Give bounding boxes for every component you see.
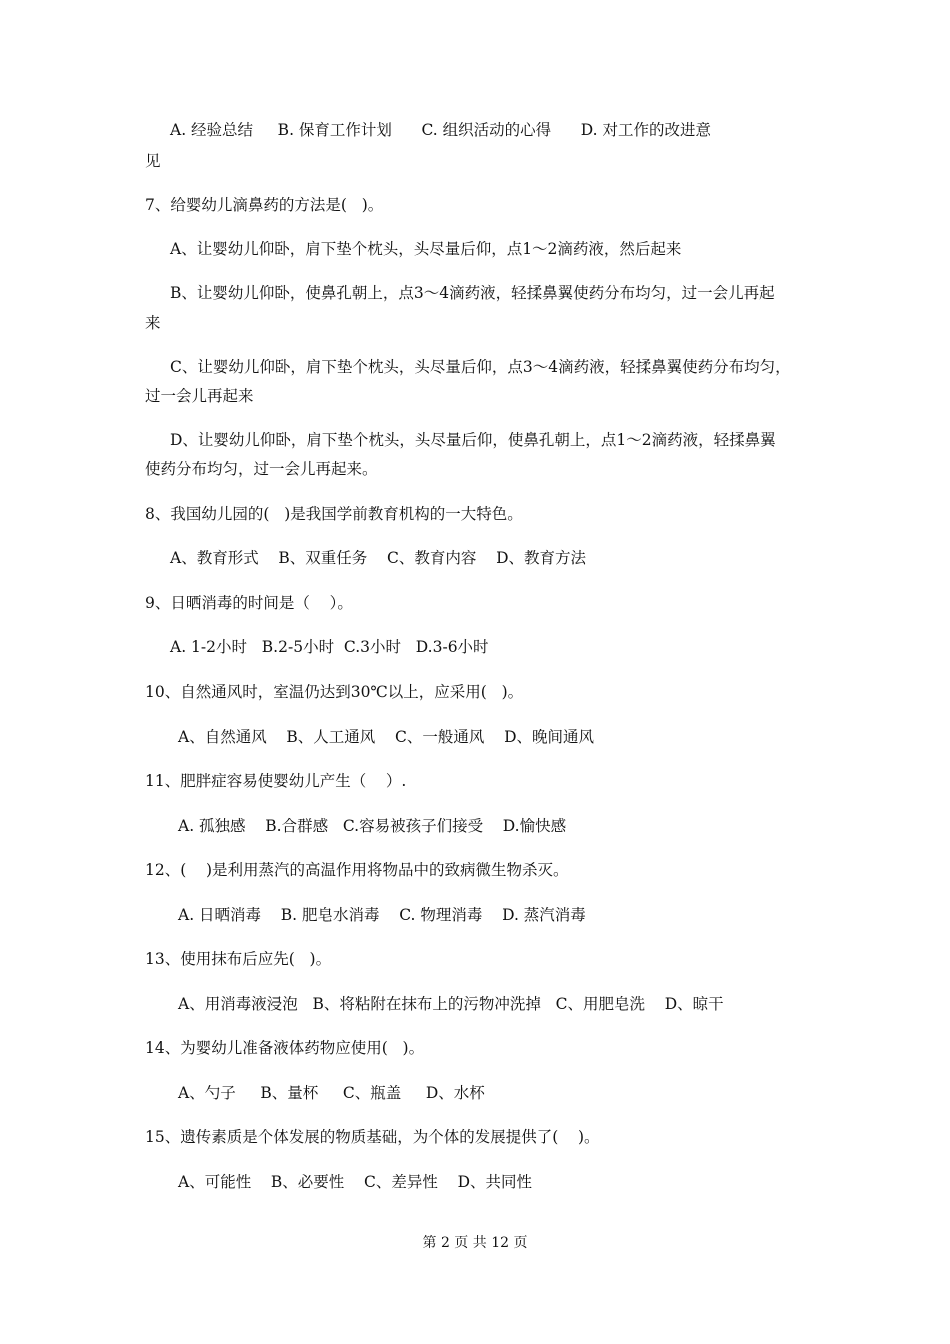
q13-question: 13、使用抹布后应先( )。 bbox=[145, 950, 332, 968]
q7-option-c-continued: 过一会儿再起来 bbox=[145, 387, 254, 405]
q7-option-b: B、让婴幼儿仰卧，使鼻孔朝上，点3～4滴药液，轻揉鼻翼使药分布均匀，过一会儿再起 bbox=[170, 284, 775, 302]
q11-options: A. 孤独感 B.合群感 C.容易被孩子们接受 D.愉快感 bbox=[178, 817, 567, 835]
q7-option-a: A、让婴幼儿仰卧，肩下垫个枕头，头尽量后仰，点1～2滴药液，然后起来 bbox=[170, 240, 682, 258]
q8-options: A、教育形式 B、双重任务 C、教育内容 D、教育方法 bbox=[170, 549, 586, 567]
q7-option-d-continued: 使药分布均匀，过一会儿再起来。 bbox=[145, 460, 378, 478]
q10-question: 10、自然通风时，室温仍达到30℃以上，应采用( )。 bbox=[145, 683, 524, 701]
q7-option-d: D、让婴幼儿仰卧，肩下垫个枕头，头尽量后仰，使鼻孔朝上，点1～2滴药液，轻揉鼻翼 bbox=[170, 431, 776, 449]
q7-option-b-continued: 来 bbox=[145, 314, 161, 332]
q6-options: A. 经验总结 B. 保育工作计划 C. 组织活动的心得 D. 对工作的改进意 bbox=[170, 121, 711, 139]
q12-options: A. 日晒消毒 B. 肥皂水消毒 C. 物理消毒 D. 蒸汽消毒 bbox=[178, 906, 586, 924]
q15-question: 15、遗传素质是个体发展的物质基础，为个体的发展提供了( )。 bbox=[145, 1128, 600, 1146]
q7-option-c: C、让婴幼儿仰卧，肩下垫个枕头，头尽量后仰，点3～4滴药液，轻揉鼻翼使药分布均匀， bbox=[170, 358, 791, 376]
q15-options: A、可能性 B、必要性 C、差异性 D、共同性 bbox=[178, 1173, 532, 1191]
q13-options: A、用消毒液浸泡 B、将粘附在抹布上的污物冲洗掉 C、用肥皂洗 D、晾干 bbox=[178, 995, 724, 1013]
q6-options-continued: 见 bbox=[145, 152, 161, 170]
page-footer: 第 2 页 共 12 页 bbox=[422, 1235, 528, 1251]
q14-options: A、勺子 B、量杯 C、瓶盖 D、水杯 bbox=[178, 1084, 485, 1102]
q12-question: 12、( )是利用蒸汽的高温作用将物品中的致病微生物杀灭。 bbox=[145, 861, 569, 879]
q9-question: 9、日晒消毒的时间是（ ）。 bbox=[145, 594, 353, 612]
q7-question: 7、给婴幼儿滴鼻药的方法是( )。 bbox=[145, 196, 384, 214]
q8-question: 8、我国幼儿园的( )是我国学前教育机构的一大特色。 bbox=[145, 505, 523, 523]
q10-options: A、自然通风 B、人工通风 C、一般通风 D、晚间通风 bbox=[178, 728, 594, 746]
q14-question: 14、为婴幼儿准备液体药物应使用( )。 bbox=[145, 1039, 425, 1057]
q11-question: 11、肥胖症容易使婴幼儿产生（ ）. bbox=[145, 772, 407, 790]
q9-options: A. 1-2小时 B.2-5小时 C.3小时 D.3-6小时 bbox=[170, 638, 489, 656]
